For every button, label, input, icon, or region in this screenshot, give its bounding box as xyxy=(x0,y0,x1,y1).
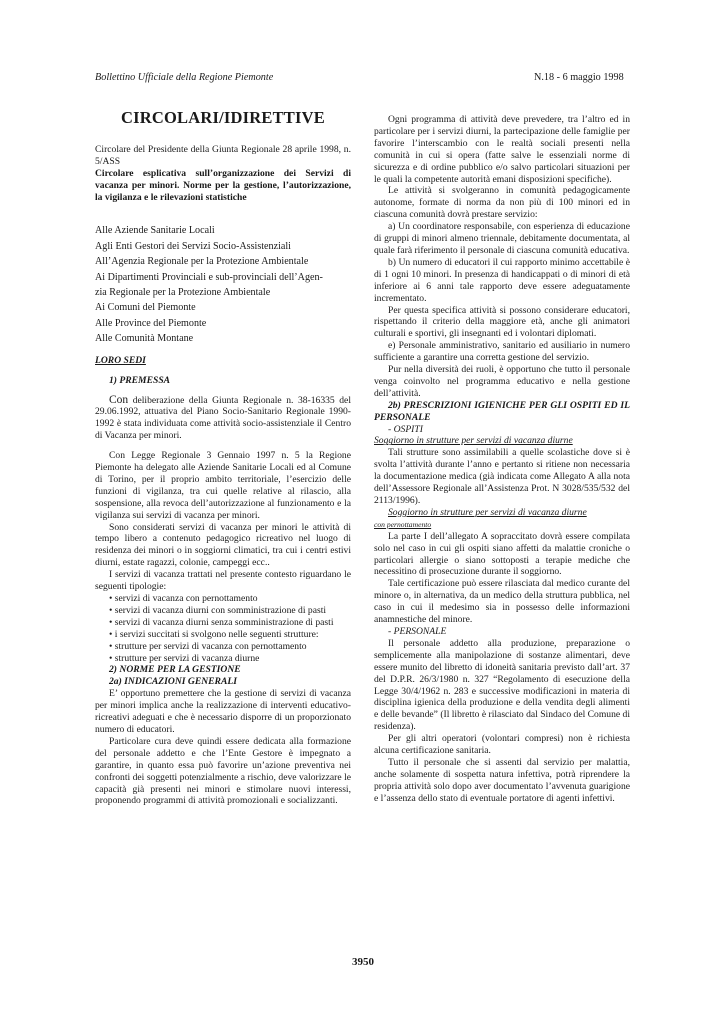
typology-item: • servizi di vacanza diurni con somministrazione di pasti xyxy=(109,604,327,616)
body-paragraph: Tali strutture sono assimilabili a quelle scolastiche dove si è svolta l’attività durante l’anno e pertanto si ritiene non necessaria la documentazione medica (già indicata come Allegato A alla nota dell’Assessore Regionale all’Assistenza Prot. N 3028/535/532 del 2113/1996). xyxy=(374,447,630,506)
section-title: CIRCOLARI/IDIRETTIVE xyxy=(121,108,325,127)
recipient-item: Agli Enti Gestori dei Servizi Socio-Assistenziali xyxy=(95,240,291,252)
con-pernottamento-label: con pernottamento xyxy=(374,519,432,529)
recipient-item: Alle Comunità Montane xyxy=(95,333,194,345)
recipient-item: Alle Province del Piemonte xyxy=(95,317,207,329)
body-paragraph: Il personale addetto alla produzione, preparazione o semplicemente alla manipolazione di sostanze alimentari, deve essere munito del libretto di idoneità sanitaria previsto dall’art. 37 del D.P.R. 26/3/1980 n. 327 “Regolamento di esecuzione della Legge 30/4/1962 n. 283 e successive modificazioni in materia di disciplina igienica della produzione e della vendita degli alimenti e delle bevande” (Il libretto è rilasciato dal Sindaco del Comune di residenza). xyxy=(374,637,631,733)
norme-paragraph: E’ opportuno premettere che la gestione di servizi di vacanza per minori implica anche la realizzazione di interventi educativo-ricreativi adeguati e che è necessario disporre di un proporzionato numero di educatori. xyxy=(95,688,351,735)
premessa-paragraph: Con Legge Regionale 3 Gennaio 1997 n. 5 la Regione Piemonte ha delegato alle Aziende Sanitarie Locali ed al Comune di Torino, per il proprio ambito territoriale, l’esercizio delle funzioni di vigilanza, tra cui quelle relative al rilascio, alla sospensione, alla revoca dell’autorizzazione al funzionamento e la vigilanza sui servizi di vacanza per minori. xyxy=(95,450,351,521)
norme-heading: 2) NORME PER LA GESTIONE xyxy=(109,664,241,676)
body-paragraph: Pur nella diversità dei ruoli, è opportuno che tutto il personale venga coinvolto nel programma educativo e nella gestione dell’attività. xyxy=(374,364,630,399)
norme-paragraph: Particolare cura deve quindi essere dedicata alla formazione del personale addetto e che l’Ente Gestore è impegnato a garantire, in quanto essa può favorire un’azione preventiva nei confronti dei soggetti potenzialmente a rischio, deve valorizzare le capacità già presenti nei minori e stimolare nuovi interessi, proponendo programmi di attività promozionali e socializzanti. xyxy=(95,735,351,807)
body-paragraph: Per gli altri operatori (volontari compresi) non è richiesta alcuna certificazione sanitaria. xyxy=(374,733,630,757)
subheading-b: 2b) PRESCRIZIONI IGIENICHE PER GLI OSPITI ED IL PERSONALE xyxy=(374,399,630,423)
soggiorno-pernottamento-heading: Soggiorno in strutture per servizi di vacanza diurne xyxy=(388,506,587,518)
structure-item: • strutture per servizi di vacanza diurne xyxy=(109,652,260,664)
premessa-heading: 1) PREMESSA xyxy=(109,374,171,386)
left-column xyxy=(95,108,351,807)
recipient-item: zia Regionale per la Protezione Ambientale xyxy=(95,287,271,299)
page-number: 3950 xyxy=(352,956,374,968)
typology-item: • i servizi succitati si svolgono nelle seguenti strutture: xyxy=(109,628,319,640)
recipient-item: Ai Comuni del Piemonte xyxy=(95,302,196,314)
recipient-item: All’Agenzia Regionale per la Protezione Ambientale xyxy=(95,256,309,268)
right-column xyxy=(374,114,630,805)
staff-item-a: a) Un coordinatore responsabile, con esperienza di educazione di gruppi di minori almeno triennale, debitamente documentata, al quale farà riferimento il personale di ciascuna comunità educativa. xyxy=(374,221,630,256)
body-paragraph: Le attività si svolgeranno in comunità pedagogicamente autonome, formate di norma da non più di 100 minori ed in ciascuna comunità dovrà prestare servizio: xyxy=(374,185,630,221)
structure-item: • strutture per servizi di vacanza con pernottamento xyxy=(109,640,307,652)
typology-item: • servizi di vacanza diurni senza somministrazione di pasti xyxy=(109,616,334,628)
circolare-issuer: Circolare del Presidente della Giunta Regionale 28 aprile 1998, n. 5/ASS xyxy=(95,143,351,167)
loro-sedi-label: LORO SEDI xyxy=(95,354,146,366)
personale-label: - PERSONALE xyxy=(388,625,447,637)
typology-item: • servizi di vacanza con pernottamento xyxy=(109,593,258,604)
soggiorno-diurne-heading: Soggiorno in strutture per servizi di vacanza diurne xyxy=(374,435,573,447)
body-paragraph: Per questa specifica attività si possono considerare educatori, rispettando il criterio della maggiore età, anche gli animatori culturali e sportivi, gli insegnanti ed i volontari diplomati. xyxy=(374,304,630,340)
body-paragraph: Ogni programma di attività deve prevedere, tra l’altro ed in particolare per i servizi diurni, la partecipazione delle famiglie per favorire l’interscambio con le realtà sociali presenti nella comunità in cui si opera (fatte salve le essenziali norme di sicurezza e di ordine pubblico e/o salvo particolari situazioni per le quali la competente autorità emani disposizioni specifiche). xyxy=(374,114,630,185)
premessa-paragraph: Sono considerati servizi di vacanza per minori le attività di tempo libero a contenuto pedagogico ricreativo nel luogo di residenza dei minori o in soggiorni climatici, tra cui i centri estivi diurni, estate ragazzi, colonie, campeggi ecc.. xyxy=(95,521,351,569)
premessa-paragraph xyxy=(95,395,351,443)
premessa-first-word: Con xyxy=(109,393,129,406)
bulletin-issue-date: N.18 - 6 maggio 1998 xyxy=(534,72,624,83)
body-paragraph: Tale certificazione può essere rilasciata dal medico curante del minore o, in alternativa, da un medico della struttura pubblica, nel caso in cui il medesimo sia in possesso delle informazioni anamnestiche del minore. xyxy=(374,578,630,626)
ospiti-label: - OSPITI xyxy=(388,423,423,435)
recipient-item: Ai Dipartimenti Provinciali e sub-provinciali dell’Agen- xyxy=(95,271,323,283)
recipient-item: Alle Aziende Sanitarie Locali xyxy=(95,225,215,237)
body-paragraph: Tutto il personale che si assenti dal servizio per malattia, anche solamente di sospetta natura infettiva, potrà riprendere la propria attività solo dopo aver documentato l’avvenuta guarigione e l’assenza dello stato di eventuale portatore di agenti infettivi. xyxy=(374,756,630,804)
staff-item-b: b) Un numero di educatori il cui rapporto minimo accettabile è di 1 ogni 10 minori. In presenza di handicappati o di minori di età inferiore ai 6 anni tale rapporto deve essere adeguatamente incrementato. xyxy=(374,256,630,304)
premessa-paragraph: I servizi di vacanza trattati nel presente contesto riguardano le seguenti tipologie: xyxy=(95,569,351,593)
premessa-paragraph-text: deliberazione della Giunta Regionale n. 38-16335 del 29.06.1992, attuativa del Piano Socio-Sanitario Regionale 1990-1992 è stata individuata come attività socio-assistenziale il Centro di Vacanza per minori. xyxy=(95,394,351,442)
recipient-list xyxy=(95,223,351,346)
circolare-subject: Circolare esplicativa sull’organizzazione dei Servizi di vacanza per minori. Norme per la gestione, l’autorizzazione, la vigilanza e le rilevazioni statistiche xyxy=(95,167,351,203)
bulletin-header-title: Bollettino Ufficiale della Regione Piemonte xyxy=(95,72,274,83)
body-paragraph: La parte I dell’allegato A sopraccitato dovrà essere compilata solo nel caso in cui gli ospiti siano affetti da malattie croniche o particolari allergie o siano sottoposti a terapie mediche che necessitino di prosecuzione durante il soggiorno. xyxy=(374,530,630,578)
staff-item-e: e) Personale amministrativo, sanitario ed ausiliario in numero sufficiente a garantire una corretta gestione del servizio. xyxy=(374,340,630,364)
norme-subheading-a: 2a) INDICAZIONI GENERALI xyxy=(109,676,237,688)
